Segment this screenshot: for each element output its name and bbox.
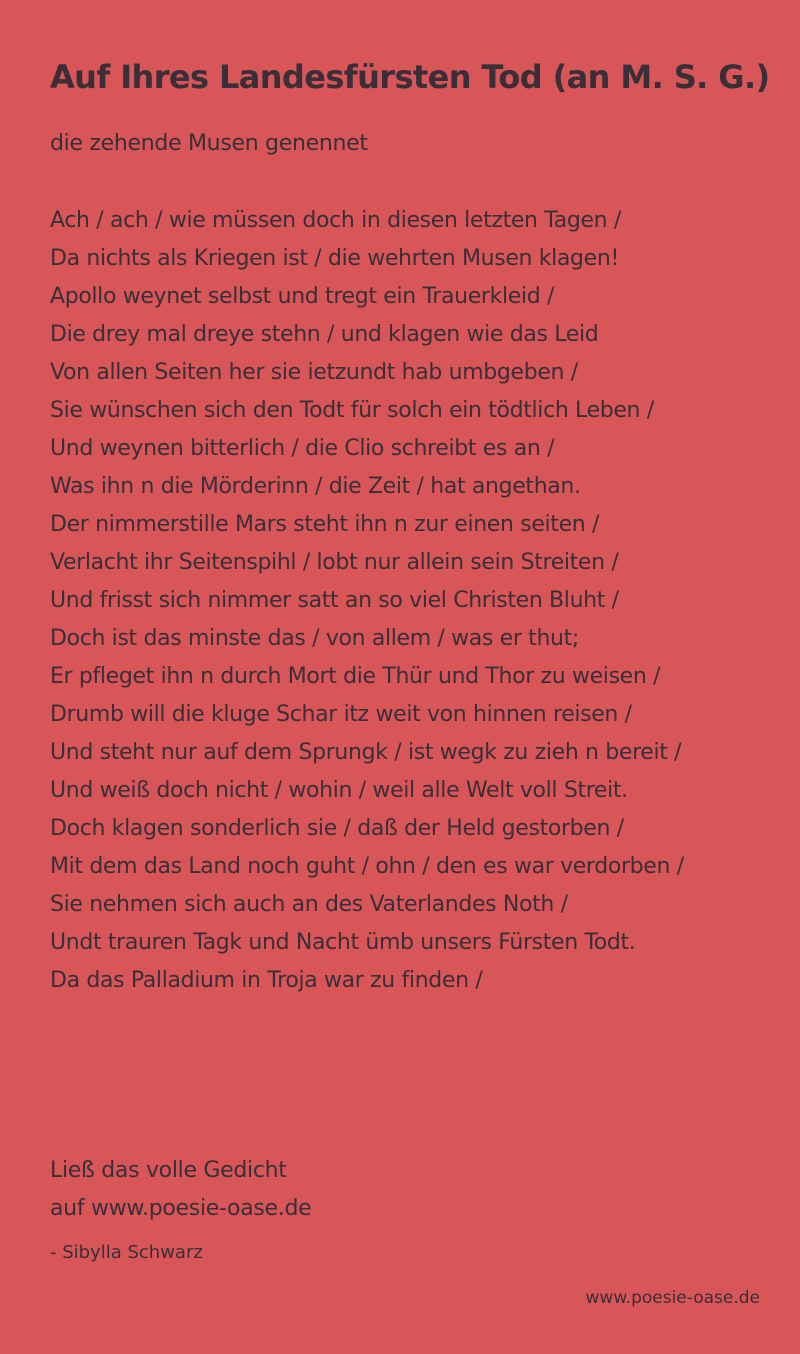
poem-line: Er pfleget ihn n durch Mort die Thür und Thor zu weisen /	[50, 664, 661, 689]
poem-line: Die drey mal dreye stehn / und klagen wie das Leid	[50, 322, 599, 347]
poem-line: Doch ist das minste das / von allem / was er thut;	[50, 626, 579, 651]
poem-title: Auf Ihres Landesfürsten Tod (an M. S. G.)	[50, 58, 770, 96]
poem-line: Apollo weynet selbst und tregt ein Trauerkleid /	[50, 284, 555, 309]
poem-line: Und steht nur auf dem Sprungk / ist wegk zu zieh n bereit /	[50, 740, 682, 765]
read-full-poem-note	[50, 1152, 311, 1228]
poem-line: Sie nehmen sich auch an des Vaterlandes Noth /	[50, 892, 568, 917]
poem-line: Doch klagen sonderlich sie / daß der Held gestorben /	[50, 816, 624, 841]
poem-line: Undt trauren Tagk und Nacht ümb unsers Fürsten Todt.	[50, 930, 636, 955]
poem-line: Und weiß doch nicht / wohin / weil alle Welt voll Streit.	[50, 778, 628, 803]
cta-line-2: auf www.poesie-oase.de	[50, 1196, 312, 1221]
poem-body	[50, 202, 755, 1000]
poem-line: Von allen Seiten her sie ietzundt hab umbgeben /	[50, 360, 578, 385]
poem-line: Was ihn n die Mörderinn / die Zeit / hat angethan.	[50, 474, 581, 499]
poem-subtitle: die zehende Musen genennet	[50, 131, 368, 156]
poem-line: Und weynen bitterlich / die Clio schreibt es an /	[50, 436, 555, 461]
poem-card	[50, 0, 790, 1354]
poem-line: Und frisst sich nimmer satt an so viel Christen Bluht /	[50, 588, 619, 613]
cta-line-1: Ließ das volle Gedicht	[50, 1158, 287, 1183]
poem-line: Ach / ach / wie müssen doch in diesen letzten Tagen /	[50, 208, 621, 233]
poem-line: Da das Palladium in Troja war zu finden /	[50, 968, 483, 993]
site-url: www.poesie-oase.de	[585, 1288, 760, 1308]
poem-line: Sie wünschen sich den Todt für solch ein tödtlich Leben /	[50, 398, 654, 423]
poem-line: Da nichts als Kriegen ist / die wehrten Musen klagen!	[50, 246, 619, 271]
poem-line: Der nimmerstille Mars steht ihn n zur einen seiten /	[50, 512, 600, 537]
poem-author: - Sibylla Schwarz	[50, 1242, 203, 1263]
poem-line: Mit dem das Land noch guht / ohn / den es war verdorben /	[50, 854, 684, 879]
poem-line: Drumb will die kluge Schar itz weit von hinnen reisen /	[50, 702, 632, 727]
poem-line: Verlacht ihr Seitenspihl / lobt nur allein sein Streiten /	[50, 550, 619, 575]
